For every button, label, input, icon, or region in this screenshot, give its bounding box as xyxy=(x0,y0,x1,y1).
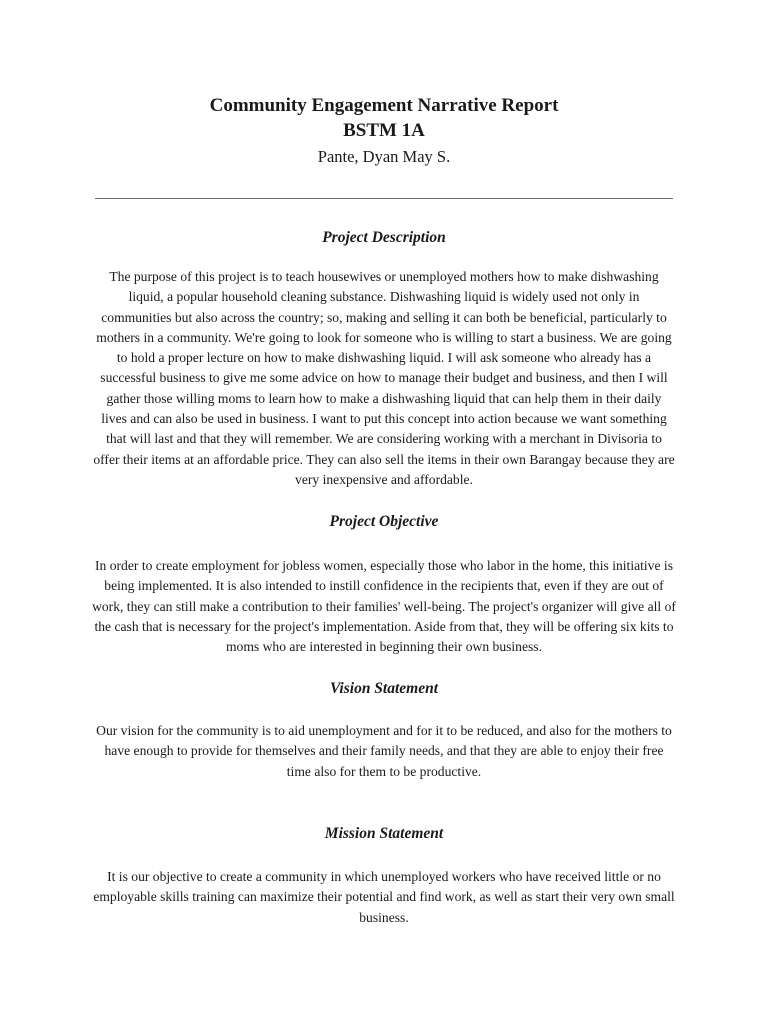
section-body-mission-statement: It is our objective to create a community in which unemployed workers who have received little or no employable skills training can maximize their potential and find work, as well as start their very own small business. xyxy=(93,869,675,925)
section-heading-project-description: Project Description xyxy=(322,229,446,246)
section-body-vision-statement: Our vision for the community is to aid unemployment and for it to be reduced, and also for the mothers to have enough to provide for themselves and their family needs, and that they are able to enjoy their free time also for them to be productive. xyxy=(96,723,672,779)
document-subtitle: BSTM 1A xyxy=(343,120,425,141)
section-heading-vision-statement: Vision Statement xyxy=(329,680,439,697)
section-heading-project-objective: Project Objective xyxy=(329,513,439,530)
section-heading-mission-statement: Mission Statement xyxy=(324,825,444,842)
title-divider xyxy=(95,198,673,199)
document-title: Community Engagement Narrative Report xyxy=(209,95,559,116)
section-body-project-description: The purpose of this project is to teach housewives or unemployed mothers how to make dishwashing liquid, a popular household cleaning substance. Dishwashing liquid is widely used not only in communities but also across the country; so, making and selling it can both be beneficial, particularly to mothers in a community. We're going to look for someone who is willing to start a business. We are going to hold a proper lecture on how to make dishwashing liquid. I will ask someone who already has a successful business to give me some advice on how to manage their budget and business, and then I will gather those willing moms to learn how to make a dishwashing liquid that can help them in their daily lives and can also be used in business. I want to put this concept into action because we want something that will last and that they will remember. We are considering working with a merchant in Divisoria to offer their items at an affordable price. They can also sell the items in their own Barangay because they are very inexpensive and affordable. xyxy=(93,269,675,487)
document-author: Pante, Dyan May S. xyxy=(317,147,451,166)
section-body-project-objective: In order to create employment for jobless women, especially those who labor in the home, this initiative is being implemented. It is also intended to instill confidence in the recipients that, even if they are out of work, they can still make a contribution to their families' well-being. The project's organizer will give all of the cash that is necessary for the project's implementation. Aside from that, they will be offering six kits to moms who are interested in beginning their own business. xyxy=(92,558,676,655)
